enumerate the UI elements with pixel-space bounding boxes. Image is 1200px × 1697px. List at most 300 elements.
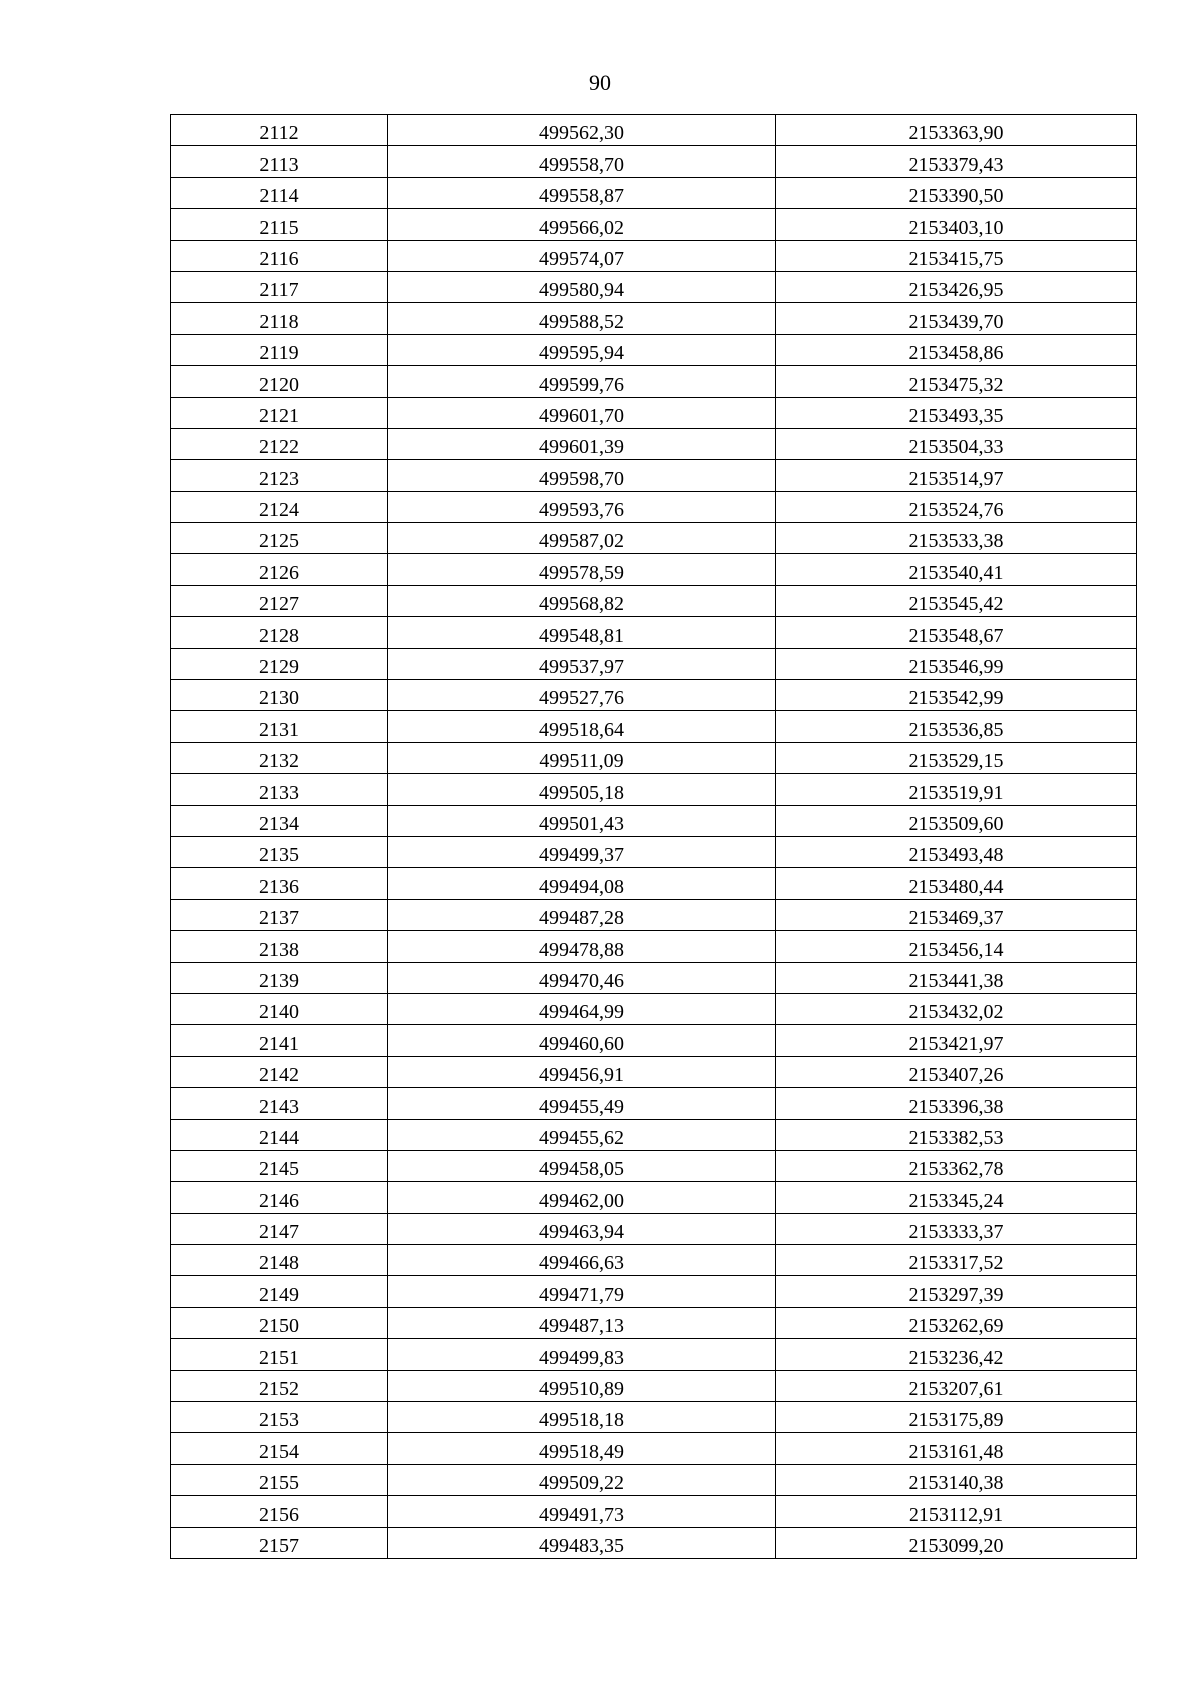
x-coordinate-cell xyxy=(388,931,776,962)
cell-text: 2121 xyxy=(259,404,299,427)
y-coordinate-cell xyxy=(776,460,1137,491)
cell-text: 2153441,38 xyxy=(908,969,1004,992)
y-coordinate-cell xyxy=(776,271,1137,302)
table-row xyxy=(171,680,1137,711)
cell-text: 499601,70 xyxy=(539,404,624,427)
y-coordinate-cell xyxy=(776,554,1137,585)
cell-text: 2153161,48 xyxy=(908,1440,1004,1463)
table-row xyxy=(171,1496,1137,1527)
cell-text: 2153297,39 xyxy=(908,1283,1004,1306)
point-number-cell xyxy=(171,680,388,711)
cell-text: 2153545,42 xyxy=(908,593,1004,616)
cell-text: 499510,89 xyxy=(539,1378,624,1401)
cell-text: 2153345,24 xyxy=(908,1189,1004,1212)
x-coordinate-cell xyxy=(388,1464,776,1495)
y-coordinate-cell xyxy=(776,1307,1137,1338)
cell-text: 2153514,97 xyxy=(908,467,1004,490)
cell-text: 2131 xyxy=(259,718,299,741)
cell-text: 2153480,44 xyxy=(908,875,1004,898)
x-coordinate-cell xyxy=(388,209,776,240)
cell-text: 2153262,69 xyxy=(908,1315,1004,1338)
cell-text: 2153504,33 xyxy=(908,436,1004,459)
x-coordinate-cell xyxy=(388,1119,776,1150)
point-number-cell xyxy=(171,648,388,679)
y-coordinate-cell xyxy=(776,491,1137,522)
x-coordinate-cell xyxy=(388,1307,776,1338)
table-row xyxy=(171,993,1137,1024)
cell-text: 2117 xyxy=(259,279,299,302)
table-row xyxy=(171,240,1137,271)
cell-text: 2153363,90 xyxy=(908,122,1004,145)
table-row xyxy=(171,1088,1137,1119)
y-coordinate-cell xyxy=(776,115,1137,146)
y-coordinate-cell xyxy=(776,1119,1137,1150)
cell-text: 2154 xyxy=(259,1440,299,1463)
cell-text: 2127 xyxy=(259,593,299,616)
point-number-cell xyxy=(171,491,388,522)
cell-text: 2153493,48 xyxy=(908,844,1004,867)
point-number-cell xyxy=(171,366,388,397)
cell-text: 2115 xyxy=(259,216,299,239)
y-coordinate-cell xyxy=(776,899,1137,930)
cell-text: 2153426,95 xyxy=(908,279,1004,302)
table-row xyxy=(171,805,1137,836)
cell-text: 2153415,75 xyxy=(908,247,1004,270)
cell-text: 2148 xyxy=(259,1252,299,1275)
cell-text: 499558,70 xyxy=(539,153,624,176)
cell-text: 499588,52 xyxy=(539,310,624,333)
cell-text: 2153382,53 xyxy=(908,1126,1004,1149)
x-coordinate-cell xyxy=(388,868,776,899)
point-number-cell xyxy=(171,1025,388,1056)
cell-text: 2153524,76 xyxy=(908,499,1004,522)
y-coordinate-cell xyxy=(776,742,1137,773)
y-coordinate-cell xyxy=(776,617,1137,648)
table-row xyxy=(171,711,1137,742)
cell-text: 499509,22 xyxy=(539,1472,624,1495)
cell-text: 2156 xyxy=(259,1503,299,1526)
table-row xyxy=(171,146,1137,177)
table-row xyxy=(171,115,1137,146)
cell-text: 499483,35 xyxy=(539,1534,624,1557)
table-row xyxy=(171,491,1137,522)
point-number-cell xyxy=(171,899,388,930)
cell-text: 499562,30 xyxy=(539,122,624,145)
x-coordinate-cell xyxy=(388,1182,776,1213)
cell-text: 2153439,70 xyxy=(908,310,1004,333)
point-number-cell xyxy=(171,1150,388,1181)
x-coordinate-cell xyxy=(388,1433,776,1464)
y-coordinate-cell xyxy=(776,366,1137,397)
table-row xyxy=(171,209,1137,240)
cell-text: 499455,62 xyxy=(539,1126,624,1149)
x-coordinate-cell xyxy=(388,617,776,648)
cell-text: 2129 xyxy=(259,656,299,679)
y-coordinate-cell xyxy=(776,805,1137,836)
cell-text: 2138 xyxy=(259,938,299,961)
cell-text: 2153 xyxy=(259,1409,299,1432)
cell-text: 499494,08 xyxy=(539,875,624,898)
table-row xyxy=(171,1056,1137,1087)
table-row xyxy=(171,1245,1137,1276)
y-coordinate-cell xyxy=(776,523,1137,554)
point-number-cell xyxy=(171,1339,388,1370)
x-coordinate-cell xyxy=(388,1339,776,1370)
table-row xyxy=(171,1025,1137,1056)
cell-text: 2153099,20 xyxy=(908,1534,1004,1557)
cell-text: 2157 xyxy=(259,1534,299,1557)
table-row xyxy=(171,460,1137,491)
x-coordinate-cell xyxy=(388,491,776,522)
cell-text: 2136 xyxy=(259,875,299,898)
x-coordinate-cell xyxy=(388,993,776,1024)
cell-text: 2153317,52 xyxy=(908,1252,1004,1275)
point-number-cell xyxy=(171,146,388,177)
x-coordinate-cell xyxy=(388,303,776,334)
page-number: 90 xyxy=(589,70,611,95)
point-number-cell xyxy=(171,1245,388,1276)
cell-text: 499537,97 xyxy=(539,656,624,679)
x-coordinate-cell xyxy=(388,397,776,428)
cell-text: 2150 xyxy=(259,1315,299,1338)
cell-text: 499455,49 xyxy=(539,1095,624,1118)
table-row xyxy=(171,303,1137,334)
point-number-cell xyxy=(171,1182,388,1213)
y-coordinate-cell xyxy=(776,1496,1137,1527)
cell-text: 499601,39 xyxy=(539,436,624,459)
x-coordinate-cell xyxy=(388,1088,776,1119)
table-row xyxy=(171,1464,1137,1495)
cell-text: 499595,94 xyxy=(539,342,624,365)
table-row xyxy=(171,1527,1137,1558)
cell-text: 499491,73 xyxy=(539,1503,624,1526)
cell-text: 499518,64 xyxy=(539,718,624,741)
cell-text: 499487,13 xyxy=(539,1315,624,1338)
point-number-cell xyxy=(171,428,388,459)
y-coordinate-cell xyxy=(776,1464,1137,1495)
table-row xyxy=(171,836,1137,867)
point-number-cell xyxy=(171,1276,388,1307)
cell-text: 2140 xyxy=(259,1001,299,1024)
point-number-cell xyxy=(171,836,388,867)
y-coordinate-cell xyxy=(776,585,1137,616)
y-coordinate-cell xyxy=(776,711,1137,742)
cell-text: 2153533,38 xyxy=(908,530,1004,553)
x-coordinate-cell xyxy=(388,1150,776,1181)
table-row xyxy=(171,1370,1137,1401)
x-coordinate-cell xyxy=(388,1370,776,1401)
cell-text: 2153379,43 xyxy=(908,153,1004,176)
point-number-cell xyxy=(171,931,388,962)
cell-text: 2153536,85 xyxy=(908,718,1004,741)
point-number-cell xyxy=(171,1402,388,1433)
cell-text: 2147 xyxy=(259,1221,299,1244)
table-row xyxy=(171,617,1137,648)
y-coordinate-cell xyxy=(776,146,1137,177)
y-coordinate-cell xyxy=(776,1370,1137,1401)
cell-text: 499462,00 xyxy=(539,1189,624,1212)
y-coordinate-cell xyxy=(776,177,1137,208)
cell-text: 2153333,37 xyxy=(908,1221,1004,1244)
y-coordinate-cell xyxy=(776,774,1137,805)
cell-text: 2153540,41 xyxy=(908,561,1004,584)
cell-text: 499518,18 xyxy=(539,1409,624,1432)
x-coordinate-cell xyxy=(388,523,776,554)
cell-text: 499578,59 xyxy=(539,561,624,584)
y-coordinate-cell xyxy=(776,209,1137,240)
cell-text: 2153509,60 xyxy=(908,812,1004,835)
x-coordinate-cell xyxy=(388,1276,776,1307)
point-number-cell xyxy=(171,1119,388,1150)
cell-text: 2153403,10 xyxy=(908,216,1004,239)
cell-text: 499505,18 xyxy=(539,781,624,804)
cell-text: 2153529,15 xyxy=(908,750,1004,773)
point-number-cell xyxy=(171,1213,388,1244)
y-coordinate-cell xyxy=(776,836,1137,867)
y-coordinate-cell xyxy=(776,1402,1137,1433)
cell-text: 499499,37 xyxy=(539,844,624,867)
y-coordinate-cell xyxy=(776,1056,1137,1087)
cell-text: 499487,28 xyxy=(539,907,624,930)
cell-text: 2153432,02 xyxy=(908,1001,1004,1024)
cell-text: 2132 xyxy=(259,750,299,773)
point-number-cell xyxy=(171,1307,388,1338)
cell-text: 499471,79 xyxy=(539,1283,624,1306)
y-coordinate-cell xyxy=(776,1527,1137,1558)
point-number-cell xyxy=(171,585,388,616)
cell-text: 2112 xyxy=(259,122,299,145)
cell-text: 2124 xyxy=(259,499,299,522)
cell-text: 499511,09 xyxy=(539,750,624,773)
cell-text: 499566,02 xyxy=(539,216,624,239)
cell-text: 2153407,26 xyxy=(908,1064,1004,1087)
y-coordinate-cell xyxy=(776,993,1137,1024)
cell-text: 2149 xyxy=(259,1283,299,1306)
point-number-cell xyxy=(171,805,388,836)
cell-text: 2145 xyxy=(259,1158,299,1181)
point-number-cell xyxy=(171,115,388,146)
table-row xyxy=(171,523,1137,554)
point-number-cell xyxy=(171,617,388,648)
cell-text: 2152 xyxy=(259,1378,299,1401)
x-coordinate-cell xyxy=(388,1245,776,1276)
cell-text: 2119 xyxy=(259,342,299,365)
table-row xyxy=(171,1339,1137,1370)
cell-text: 2153493,35 xyxy=(908,404,1004,427)
table-row xyxy=(171,1213,1137,1244)
x-coordinate-cell xyxy=(388,648,776,679)
y-coordinate-cell xyxy=(776,1213,1137,1244)
table-row xyxy=(171,1402,1137,1433)
x-coordinate-cell xyxy=(388,836,776,867)
cell-text: 499558,87 xyxy=(539,185,624,208)
cell-text: 2116 xyxy=(259,247,299,270)
cell-text: 2143 xyxy=(259,1095,299,1118)
cell-text: 2133 xyxy=(259,781,299,804)
x-coordinate-cell xyxy=(388,366,776,397)
cell-text: 2153546,99 xyxy=(908,656,1004,679)
y-coordinate-cell xyxy=(776,397,1137,428)
cell-text: 2118 xyxy=(259,310,299,333)
cell-text: 499598,70 xyxy=(539,467,624,490)
cell-text: 499518,49 xyxy=(539,1440,624,1463)
point-number-cell xyxy=(171,460,388,491)
point-number-cell xyxy=(171,962,388,993)
cell-text: 2142 xyxy=(259,1064,299,1087)
y-coordinate-cell xyxy=(776,334,1137,365)
y-coordinate-cell xyxy=(776,303,1137,334)
table-row xyxy=(171,1150,1137,1181)
cell-text: 2130 xyxy=(259,687,299,710)
cell-text: 2153456,14 xyxy=(908,938,1004,961)
cell-text: 2122 xyxy=(259,436,299,459)
point-number-cell xyxy=(171,1496,388,1527)
point-number-cell xyxy=(171,1433,388,1464)
cell-text: 499580,94 xyxy=(539,279,624,302)
cell-text: 2141 xyxy=(259,1032,299,1055)
table-row xyxy=(171,774,1137,805)
y-coordinate-cell xyxy=(776,1433,1137,1464)
cell-text: 2135 xyxy=(259,844,299,867)
table-row xyxy=(171,554,1137,585)
point-number-cell xyxy=(171,240,388,271)
table-row xyxy=(171,1433,1137,1464)
x-coordinate-cell xyxy=(388,146,776,177)
cell-text: 2125 xyxy=(259,530,299,553)
y-coordinate-cell xyxy=(776,1088,1137,1119)
y-coordinate-cell xyxy=(776,1276,1137,1307)
y-coordinate-cell xyxy=(776,868,1137,899)
table-row xyxy=(171,899,1137,930)
x-coordinate-cell xyxy=(388,334,776,365)
y-coordinate-cell xyxy=(776,1339,1137,1370)
y-coordinate-cell xyxy=(776,680,1137,711)
x-coordinate-cell xyxy=(388,115,776,146)
y-coordinate-cell xyxy=(776,962,1137,993)
table-row xyxy=(171,1182,1137,1213)
x-coordinate-cell xyxy=(388,805,776,836)
x-coordinate-cell xyxy=(388,1402,776,1433)
x-coordinate-cell xyxy=(388,177,776,208)
table-row xyxy=(171,742,1137,773)
cell-text: 499466,63 xyxy=(539,1252,624,1275)
table-row xyxy=(171,868,1137,899)
point-number-cell xyxy=(171,271,388,302)
point-number-cell xyxy=(171,303,388,334)
y-coordinate-cell xyxy=(776,1182,1137,1213)
cell-text: 2146 xyxy=(259,1189,299,1212)
x-coordinate-cell xyxy=(388,585,776,616)
x-coordinate-cell xyxy=(388,1213,776,1244)
point-number-cell xyxy=(171,1464,388,1495)
cell-text: 2151 xyxy=(259,1346,299,1369)
cell-text: 2113 xyxy=(259,153,299,176)
point-number-cell xyxy=(171,774,388,805)
cell-text: 2144 xyxy=(259,1126,299,1149)
y-coordinate-cell xyxy=(776,931,1137,962)
x-coordinate-cell xyxy=(388,1496,776,1527)
coordinates-table xyxy=(170,114,1137,1559)
point-number-cell xyxy=(171,993,388,1024)
cell-text: 499458,05 xyxy=(539,1158,624,1181)
cell-text: 2120 xyxy=(259,373,299,396)
x-coordinate-cell xyxy=(388,271,776,302)
table-row xyxy=(171,648,1137,679)
table-row xyxy=(171,1276,1137,1307)
cell-text: 499460,60 xyxy=(539,1032,624,1055)
point-number-cell xyxy=(171,1056,388,1087)
table-row xyxy=(171,271,1137,302)
y-coordinate-cell xyxy=(776,1025,1137,1056)
point-number-cell xyxy=(171,711,388,742)
cell-text: 499478,88 xyxy=(539,938,624,961)
cell-text: 2153207,61 xyxy=(908,1378,1004,1401)
point-number-cell xyxy=(171,334,388,365)
point-number-cell xyxy=(171,1088,388,1119)
point-number-cell xyxy=(171,1370,388,1401)
cell-text: 2153458,86 xyxy=(908,342,1004,365)
y-coordinate-cell xyxy=(776,648,1137,679)
cell-text: 499587,02 xyxy=(539,530,624,553)
table-row xyxy=(171,962,1137,993)
point-number-cell xyxy=(171,209,388,240)
x-coordinate-cell xyxy=(388,774,776,805)
x-coordinate-cell xyxy=(388,460,776,491)
x-coordinate-cell xyxy=(388,680,776,711)
cell-text: 499464,99 xyxy=(539,1001,624,1024)
cell-text: 2123 xyxy=(259,467,299,490)
table-row xyxy=(171,1307,1137,1338)
point-number-cell xyxy=(171,177,388,208)
cell-text: 499574,07 xyxy=(539,247,624,270)
cell-text: 499470,46 xyxy=(539,969,624,992)
cell-text: 2153362,78 xyxy=(908,1158,1004,1181)
y-coordinate-cell xyxy=(776,1150,1137,1181)
table-row xyxy=(171,334,1137,365)
point-number-cell xyxy=(171,554,388,585)
x-coordinate-cell xyxy=(388,899,776,930)
cell-text: 499463,94 xyxy=(539,1221,624,1244)
x-coordinate-cell xyxy=(388,240,776,271)
table-row xyxy=(171,1119,1137,1150)
cell-text: 499499,83 xyxy=(539,1346,624,1369)
table-row xyxy=(171,397,1137,428)
x-coordinate-cell xyxy=(388,1056,776,1087)
point-number-cell xyxy=(171,868,388,899)
x-coordinate-cell xyxy=(388,428,776,459)
cell-text: 2155 xyxy=(259,1472,299,1495)
cell-text: 499456,91 xyxy=(539,1064,624,1087)
cell-text: 499527,76 xyxy=(539,687,624,710)
cell-text: 2153475,32 xyxy=(908,373,1004,396)
y-coordinate-cell xyxy=(776,428,1137,459)
table-row xyxy=(171,366,1137,397)
cell-text: 2139 xyxy=(259,969,299,992)
point-number-cell xyxy=(171,1527,388,1558)
cell-text: 2126 xyxy=(259,561,299,584)
cell-text: 2114 xyxy=(259,185,299,208)
cell-text: 2153548,67 xyxy=(908,624,1004,647)
cell-text: 499599,76 xyxy=(539,373,624,396)
table-row xyxy=(171,585,1137,616)
cell-text: 2153469,37 xyxy=(908,907,1004,930)
x-coordinate-cell xyxy=(388,711,776,742)
cell-text: 2153542,99 xyxy=(908,687,1004,710)
cell-text: 2153519,91 xyxy=(908,781,1004,804)
cell-text: 2137 xyxy=(259,907,299,930)
x-coordinate-cell xyxy=(388,1025,776,1056)
table-row xyxy=(171,931,1137,962)
